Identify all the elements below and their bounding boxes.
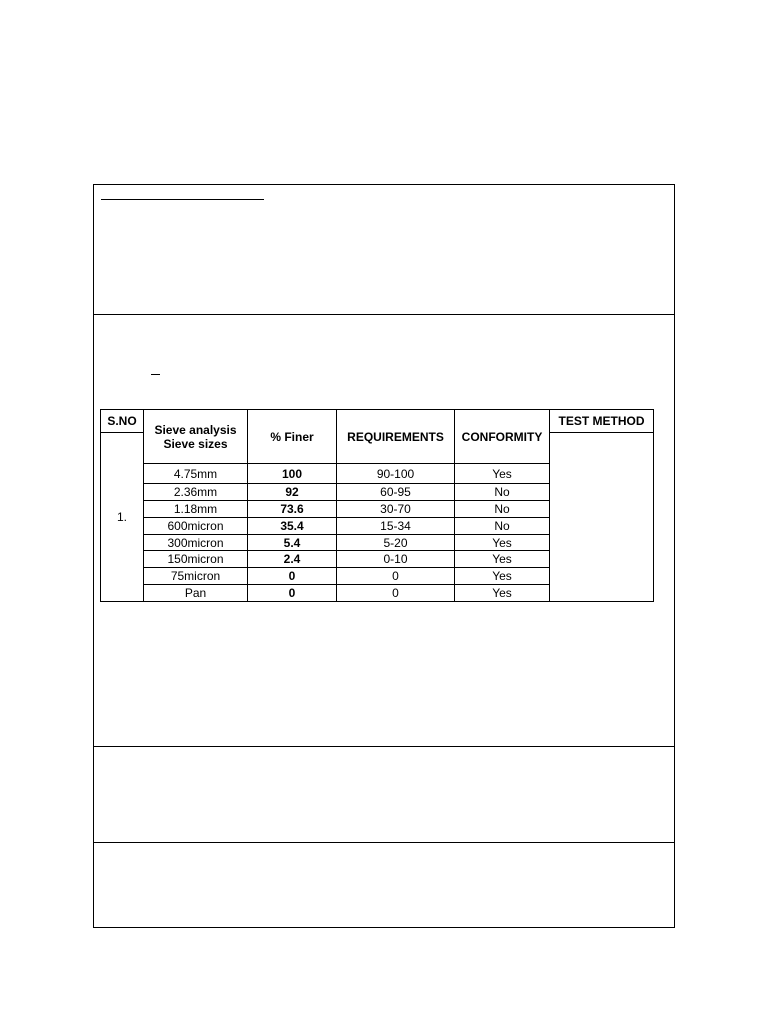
header-finer: % Finer xyxy=(248,410,337,464)
finer-cell: 92 xyxy=(248,484,337,501)
sieve-size-cell: 300micron xyxy=(144,535,248,551)
conformity-cell: No xyxy=(455,501,550,518)
requirement-cell: 90-100 xyxy=(337,464,455,484)
sieve-size-cell: 4.75mm xyxy=(144,464,248,484)
sieve-size-cell: 150micron xyxy=(144,551,248,568)
header-test-method: TEST METHOD xyxy=(550,410,654,433)
finer-cell: 100 xyxy=(248,464,337,484)
requirement-cell: 60-95 xyxy=(337,484,455,501)
requirement-cell: 30-70 xyxy=(337,501,455,518)
finer-cell: 2.4 xyxy=(248,551,337,568)
sieve-analysis-table xyxy=(100,409,654,602)
finer-cell: 0 xyxy=(248,568,337,585)
title-underline xyxy=(101,199,264,200)
header-requirements: REQUIREMENTS xyxy=(337,410,455,464)
requirement-cell: 0-10 xyxy=(337,551,455,568)
header-sieve-line2: Sieve sizes xyxy=(163,436,228,451)
header-sno: S.NO xyxy=(101,410,144,433)
conformity-cell: Yes xyxy=(455,585,550,602)
conformity-cell: No xyxy=(455,518,550,535)
finer-cell: 73.6 xyxy=(248,501,337,518)
requirement-cell: 0 xyxy=(337,585,455,602)
remarks-section xyxy=(94,747,674,843)
conformity-cell: No xyxy=(455,484,550,501)
conformity-cell: Yes xyxy=(455,551,550,568)
dash-mark xyxy=(151,374,160,375)
table-header-row xyxy=(101,410,654,433)
sieve-size-cell: 1.18mm xyxy=(144,501,248,518)
conformity-cell: Yes xyxy=(455,464,550,484)
sieve-size-cell: 600micron xyxy=(144,518,248,535)
requirement-cell: 5-20 xyxy=(337,535,455,551)
header-section xyxy=(94,185,674,315)
requirement-cell: 15-34 xyxy=(337,518,455,535)
header-conformity: CONFORMITY xyxy=(455,410,550,464)
conformity-cell: Yes xyxy=(455,568,550,585)
sieve-size-cell: Pan xyxy=(144,585,248,602)
sieve-analysis-section xyxy=(94,315,674,747)
finer-cell: 0 xyxy=(248,585,337,602)
header-sieve-line1: Sieve analysis xyxy=(154,422,237,437)
test-method-cell xyxy=(550,433,654,602)
sno-cell: 1. xyxy=(101,433,144,602)
sieve-size-cell: 2.36mm xyxy=(144,484,248,501)
finer-cell: 5.4 xyxy=(248,535,337,551)
footer-section xyxy=(94,843,674,929)
report-frame xyxy=(93,184,675,928)
finer-cell: 35.4 xyxy=(248,518,337,535)
header-sieve-sizes xyxy=(144,410,248,464)
conformity-cell: Yes xyxy=(455,535,550,551)
requirement-cell: 0 xyxy=(337,568,455,585)
sieve-size-cell: 75micron xyxy=(144,568,248,585)
